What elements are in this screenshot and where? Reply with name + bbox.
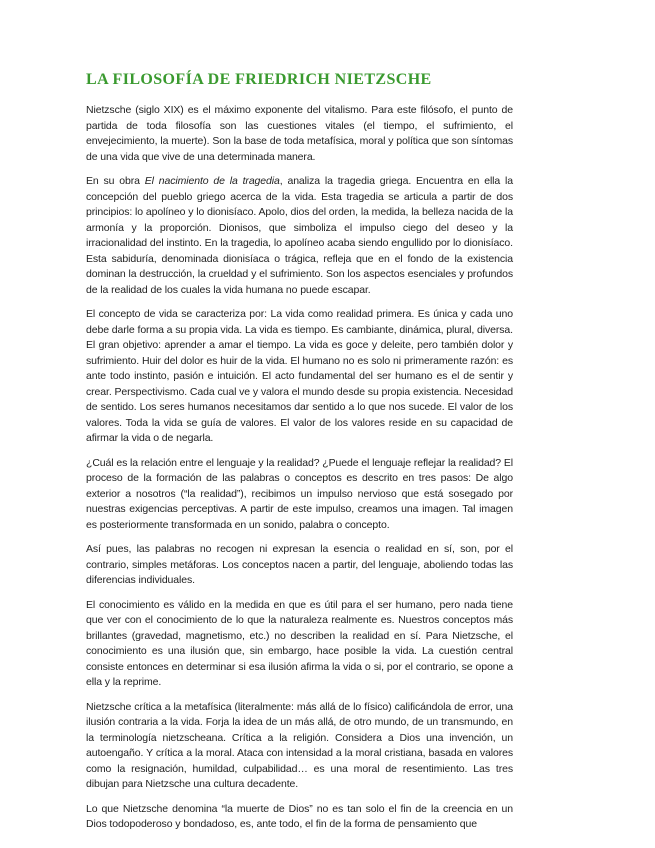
paragraph-tragedia (86, 174, 513, 298)
paragraph-critica: Nietzsche crítica a la metafísica (literalmente: más allá de lo físico) calificándola de error, una ilusión contraria a la vida. Forja la idea de un más allá, de otro mundo, de un transmundo, en la terminología nietzscheana. Crítica a la religión. Considera a Dios una invención, un autoengaño. Y crítica a la moral. Ataca con intensidad a la moral cristiana, basada en valores como la resignación, humildad, culpabilidad… es una moral de resentimiento. Las tres dibujan para Nietzsche una cultura decadente. (86, 700, 513, 790)
document-title: LA FILOSOFÍA DE FRIEDRICH NIETZSCHE (86, 71, 432, 88)
paragraph-metaforas: Así pues, las palabras no recogen ni expresan la esencia o realidad en sí, son, por el contrario, simples metáforas. Los conceptos nacen a partir, del lenguaje, aboliendo todas las diferencias individuales. (86, 543, 513, 586)
paragraph-lenguaje: ¿Cuál es la relación entre el lenguaje y la realidad? ¿Puede el lenguaje reflejar la realidad? El proceso de la formación de las palabras o conceptos es descrito en tres pasos: De algo exterior a nosotros (“la realidad”), recibimos un impulso nervioso que está sosegado por nuestras exigencias perceptivas. A partir de este impulso, creamos una imagen. Tal imagen es posteriormente transformada en un sonido, palabra o concepto. (86, 456, 513, 531)
paragraph-tragedia-before: En su obra (86, 175, 145, 187)
document-content (86, 70, 513, 833)
paragraph-muerte-dios: Lo que Nietzsche denomina “la muerte de Dios” no es tan solo el fin de la creencia en un Dios todopoderoso y bondadoso, es, ante todo, el fin de la forma de pensamiento que (86, 802, 513, 830)
paragraph-tragedia-after: , analiza la tragedia griega. Encuentra en ella la concepción del pueblo griego acerca de la vida. Esta tragedia se articula a partir de dos principios: lo apolíneo y lo dionisíaco. Apolo, dios del orden, la medida, la belleza nacida de la armonía y la proporción. Dionisos, que simboliza el impulso ciego del deseo y la irracionalidad del instinto. En la tragedia, lo apolíneo acaba siendo engullido por lo dionisíaco. Esta sabiduría, denominada dionisíaca o trágica, refleja que en el fondo de la existencia dominan la destrucción, la crueldad y el sufrimiento. Son los aspectos esenciales y profundos de la realidad de los cuales la vida humana no puede escapar. (86, 175, 513, 296)
paragraph-vitalismo: Nietzsche (siglo XIX) es el máximo exponente del vitalismo. Para este filósofo, el punto de partida de toda filosofía son las cuestiones vitales (el tiempo, el sufrimiento, el envejecimiento, la muerte). Son la base de toda metafísica, moral y política que son síntomas de una vida que vive de una determinada manera. (86, 104, 513, 163)
book-title: El nacimiento de la tragedia (144, 175, 280, 187)
paragraph-conocimiento: El conocimiento es válido en la medida en que es útil para el ser humano, pero nada tiene que ver con el conocimiento de lo que la naturaleza realmente es. Nuestros conceptos más brillantes (gravedad, magnetismo, etc.) no describen la realidad en sí. Para Nietzsche, el conocimiento es una ilusión que, sin embargo, hace posible la vida. La cuestión central consiste entonces en determinar si esa ilusión afirma la vida o si, por el contrario, se opone a ella y la reprime. (86, 598, 513, 688)
paragraph-concepto-vida: El concepto de vida se caracteriza por: La vida como realidad primera. Es única y cada uno debe darle forma a su propia vida. La vida es tiempo. Es cambiante, dinámica, plural, diversa. El gran objetivo: aprender a amar el tiempo. La vida es goce y deleite, pero también dolor y sufrimiento. Huir del dolor es huir de la vida. El humano no es solo ni primeramente razón: es ante todo instinto, pasión e intuición. El acto fundamental del ser humano es el de sentir y crear. Perspectivismo. Cada cual ve y valora el mundo desde su propia existencia. Necesidad de sentido. Los seres humanos necesitamos dar sentido a lo que nos sucede. El valor de los valores. Toda la vida se guía de valores. El valor de los valores reside en su capacidad de afirmar la vida o de negarla. (86, 308, 513, 444)
